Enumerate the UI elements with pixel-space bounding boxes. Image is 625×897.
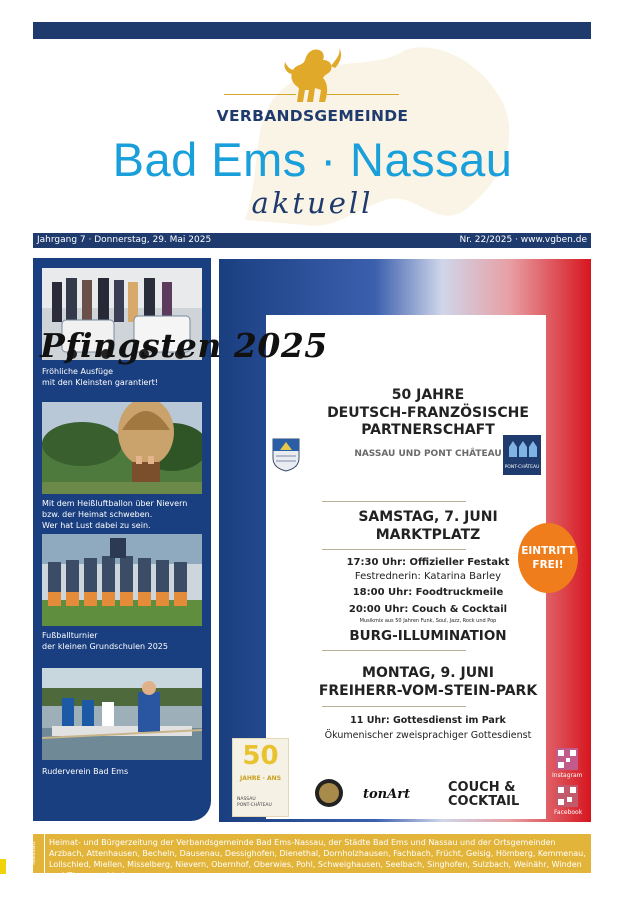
photo-rowing[interactable]	[42, 668, 202, 760]
event-festakt: 17:30 Uhr: Offizieller Festakt	[346, 557, 510, 568]
day2-place: FREIHERR-VOM-STEIN-PARK	[318, 683, 538, 699]
day1-title: SAMSTAG, 7. JUNI	[358, 509, 498, 525]
anniversary-logo	[232, 738, 289, 817]
anniversary-pont: PONT-CHÂTEAU	[237, 803, 272, 808]
logo-rule-right	[327, 94, 399, 95]
footer-tag	[28, 834, 45, 873]
sponsor-tonart: tonArt	[363, 787, 411, 802]
pont-chateau-label: PONT-CHÂTEAU	[504, 465, 540, 470]
issue-date: Jahrgang 7 · Donnerstag, 29. Mai 2025	[37, 235, 212, 245]
top-bar	[33, 22, 591, 39]
event-couch-cocktail: 20:00 Uhr: Couch & Cocktail	[348, 604, 508, 615]
footer-band	[28, 834, 591, 880]
caption-line: bzw. der Heimat schweben.	[42, 510, 153, 519]
poster-headline: Pfingsten 2025	[40, 326, 328, 365]
free-entry-badge	[518, 523, 578, 593]
caption-line: Ruderverein Bad Ems	[42, 767, 129, 776]
issue-number: Nr. 22/2025 · www.vgben.de	[459, 235, 587, 245]
event-gottesdienst: 11 Uhr: Gottesdienst im Park	[350, 715, 506, 726]
logo-rule-left	[224, 94, 296, 95]
burg-circle-logo-icon	[314, 778, 344, 808]
event-gottesdienst-note: Ökumenischer zweisprachiger Gottesdienst	[324, 730, 532, 741]
masthead-title: Bad Ems · Nassau	[112, 133, 513, 186]
caption-excursion	[42, 366, 207, 388]
footer-tag-label: Nassau	[28, 841, 37, 865]
instagram-label: Instagram	[552, 772, 583, 779]
event-illumination: BURG-ILLUMINATION	[349, 628, 507, 644]
nassau-crest-icon	[272, 438, 300, 472]
event-couch-cocktail-note: Musikmix aus 50 Jahren Funk, Soul, Jazz, Rock und Pop	[359, 618, 497, 624]
masthead-org: VERBANDSGEMEINDE	[216, 107, 409, 125]
caption-football	[42, 630, 207, 652]
poster-line-partnership-2: PARTNERSCHAFT	[361, 422, 495, 438]
edge-marker	[0, 859, 6, 874]
anniversary-sub: JAHRE · ANS	[239, 775, 282, 782]
facebook-label: Facebook	[554, 809, 583, 816]
poster-line-towns: NASSAU UND PONT CHÂTEAU	[354, 449, 502, 459]
photo-football[interactable]	[42, 534, 202, 626]
divider	[322, 706, 466, 707]
caption-line: Fußballturnier	[42, 631, 98, 640]
divider	[322, 650, 466, 651]
poster-line-years: 50 JAHRE	[391, 387, 465, 403]
caption-rowing	[42, 766, 207, 777]
event-festakt-speaker: Festrednerin: Katarina Barley	[354, 571, 502, 582]
caption-line: Mit dem Heißluftballon über Nievern	[42, 499, 188, 508]
pont-chateau-logo	[503, 435, 541, 475]
day2-title: MONTAG, 9. JUNI	[362, 665, 494, 681]
badge-line-1: EINTRITT	[521, 545, 575, 557]
footer-text: Heimat- und Bürgerzeitung der Verbandsgemeinde Bad Ems-Nassau, der Städte Bad Ems und Nassau und der Ortsgemeinden Arzbach, Attenhausen, Becheln, Dausenau, Dessighofen, Dienethal, Dornholzhausen, Fachbach, Frücht, Geisig, Hömberg, Kemmenau, Lollschied, Miellen, Misselberg, Nievern, Obernhof, Oberwies, Pohl, Schweighausen, Seelbach, Singhofen, Sulzbach, Weinähr, Winden und Zimmerschied	[49, 838, 586, 880]
day1-place: MARKTPLATZ	[375, 527, 481, 543]
anniversary-number: 50	[242, 741, 279, 771]
issue-info-bar	[33, 233, 591, 248]
caption-line: Fröhliche Ausfüge	[42, 367, 114, 376]
sponsor-couch-line-2: COCKTAIL	[448, 794, 520, 809]
divider	[322, 501, 466, 502]
caption-balloon	[42, 498, 207, 531]
badge-line-2: FREI!	[532, 559, 564, 571]
caption-line: Wer hat Lust dabei zu sein.	[42, 521, 151, 530]
anniversary-nassau: NASSAU	[237, 797, 256, 802]
caption-line: der kleinen Grundschulen 2025	[42, 642, 168, 651]
divider	[322, 549, 466, 550]
event-foodtruck: 18:00 Uhr: Foodtruckmeile	[352, 587, 504, 598]
sponsor-couch-cocktail	[448, 781, 519, 809]
poster-line-partnership-1: DEUTSCH-FRANZÖSISCHE	[327, 405, 529, 421]
facebook-qr-icon[interactable]	[556, 785, 578, 807]
pont-chateau-icon	[503, 435, 541, 461]
sponsor-couch-line-1: COUCH &	[448, 780, 516, 795]
instagram-qr-icon[interactable]	[556, 748, 578, 770]
lion-logo-icon	[279, 44, 345, 104]
photo-balloon[interactable]	[42, 402, 202, 494]
caption-line: mit den Kleinsten garantiert!	[42, 378, 158, 387]
masthead-subtitle: aktuell	[251, 186, 374, 220]
